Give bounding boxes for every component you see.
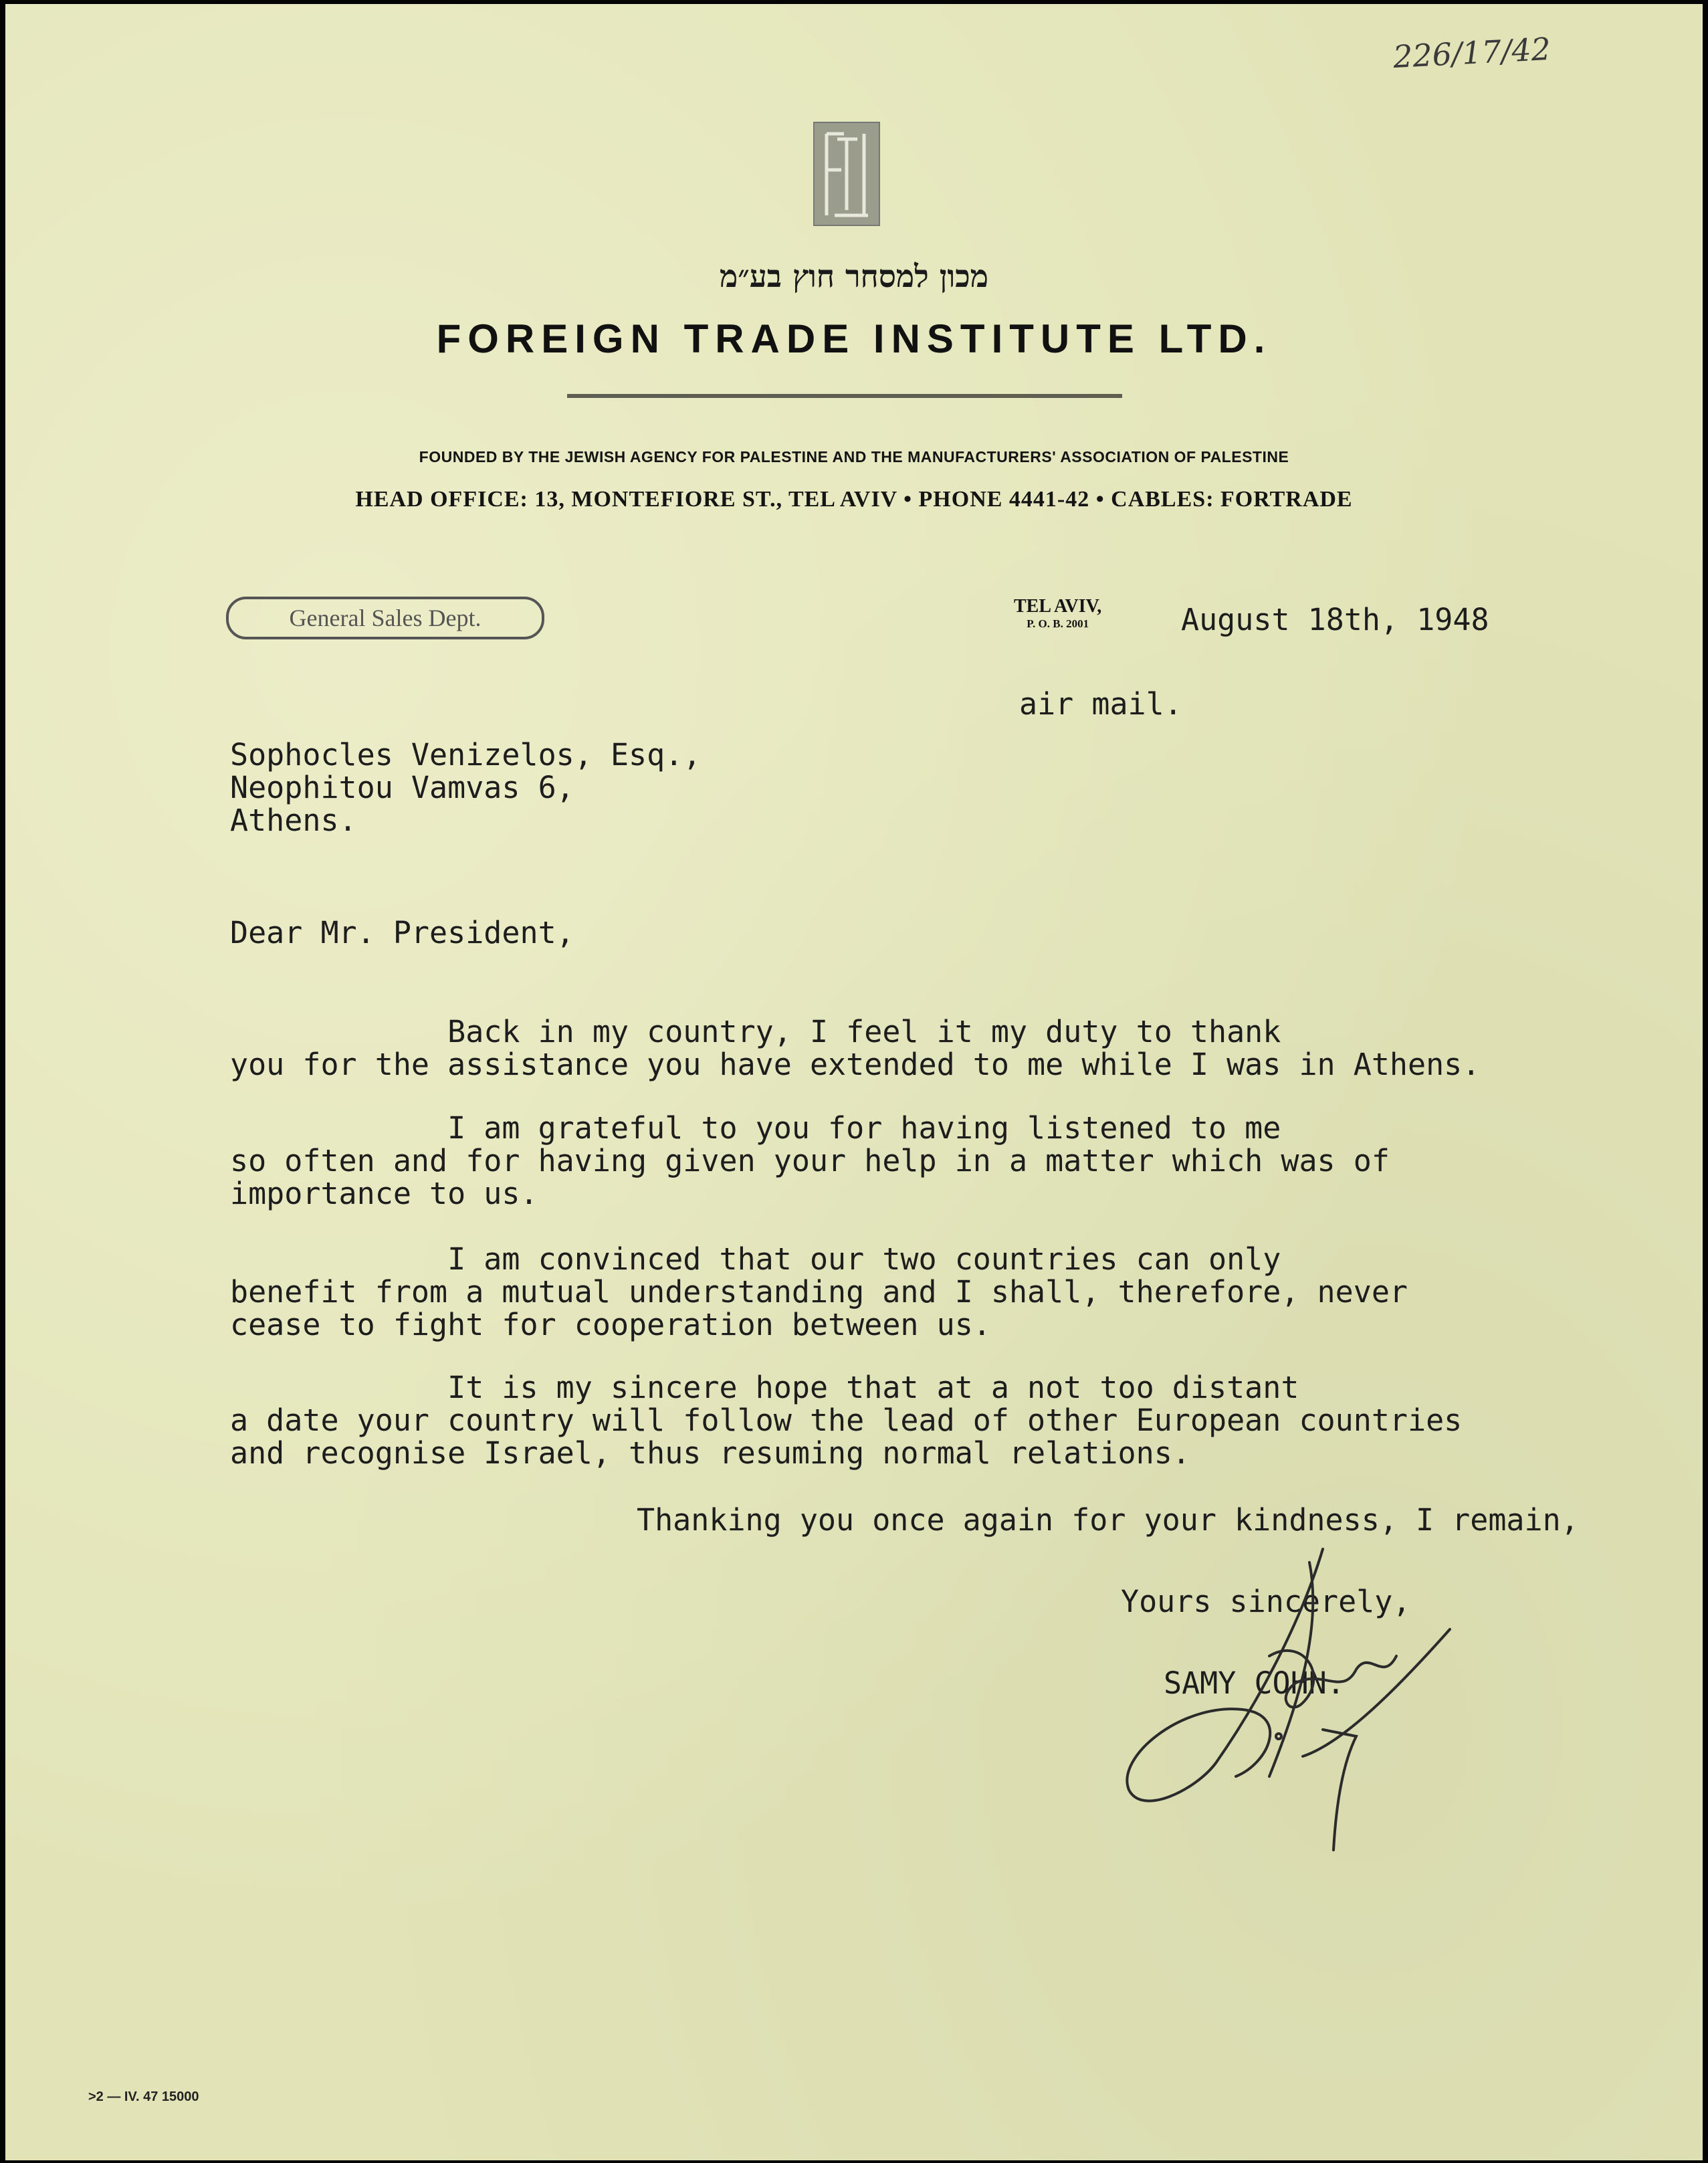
- paragraph-line: I am grateful to you for having listened to me: [230, 1110, 1281, 1146]
- delivery-note: air mail.: [1019, 686, 1182, 722]
- paragraph-line: cease to fight for cooperation between us.: [230, 1307, 991, 1342]
- paragraph-line: Back in my country, I feel it my duty to thank: [230, 1014, 1281, 1049]
- founded-line: FOUNDED BY THE JEWISH AGENCY FOR PALESTINE AND THE MANUFACTURERS' ASSOCIATION OF PALESTINE: [419, 448, 1289, 466]
- archive-reference: 226/17/42: [1392, 30, 1552, 76]
- place-city: TEL AVIV,: [1014, 596, 1102, 617]
- complimentary-close: Yours sincerely,: [1121, 1584, 1411, 1619]
- fti-monogram-icon: [815, 123, 879, 225]
- paragraph-line: you for the assistance you have extended to me while I was in Athens.: [230, 1047, 1481, 1082]
- signatory-name: SAMY COHN.: [1164, 1665, 1345, 1701]
- salutation: Dear Mr. President,: [230, 915, 574, 950]
- recipient-street: Neophitou Vamvas 6,: [230, 770, 574, 805]
- paragraph-2: [230, 1112, 1390, 1210]
- letterhead-divider: [567, 394, 1122, 398]
- company-logo: [813, 122, 880, 226]
- recipient-address: [230, 738, 701, 837]
- place-po-box: P. O. B. 2001: [1027, 617, 1089, 630]
- paragraph-3: [230, 1243, 1408, 1341]
- handwritten-signature-icon: [1102, 1536, 1490, 1857]
- paragraph-1: [230, 1015, 1480, 1081]
- letter-sheet: [5, 4, 1703, 2160]
- recipient-name: Sophocles Venizelos, Esq.,: [230, 737, 702, 772]
- paragraph-line: benefit from a mutual understanding and I shall, therefore, never: [230, 1274, 1408, 1310]
- hebrew-company-name: מכון למסחר חוץ בע״מ: [720, 258, 988, 294]
- paragraph-line: and recognise Israel, thus resuming normal relations.: [230, 1435, 1190, 1471]
- place-block: [1014, 597, 1101, 631]
- paragraph-line: so often and for having given your help in a matter which was of: [230, 1143, 1390, 1178]
- print-code: >2 — IV. 47 15000: [88, 2089, 199, 2104]
- company-name: FOREIGN TRADE INSTITUTE LTD.: [436, 316, 1272, 361]
- paragraph-line: It is my sincere hope that at a not too distant: [230, 1370, 1299, 1405]
- department-stamp: General Sales Dept.: [226, 597, 544, 639]
- head-office-line: HEAD OFFICE: 13, MONTEFIORE ST., TEL AVIV • PHONE 4441-42 • CABLES: FORTRADE: [355, 487, 1353, 512]
- paragraph-line: a date your country will follow the lead of other European countries: [230, 1403, 1463, 1438]
- paragraph-line: importance to us.: [230, 1176, 538, 1211]
- paragraph-4: [230, 1371, 1462, 1469]
- recipient-city: Athens.: [230, 803, 357, 838]
- letter-date: August 18th, 1948: [1181, 602, 1489, 637]
- closing-line: Thanking you once again for your kindness, I remain,: [637, 1502, 1579, 1538]
- paragraph-line: I am convinced that our two countries can only: [230, 1241, 1281, 1277]
